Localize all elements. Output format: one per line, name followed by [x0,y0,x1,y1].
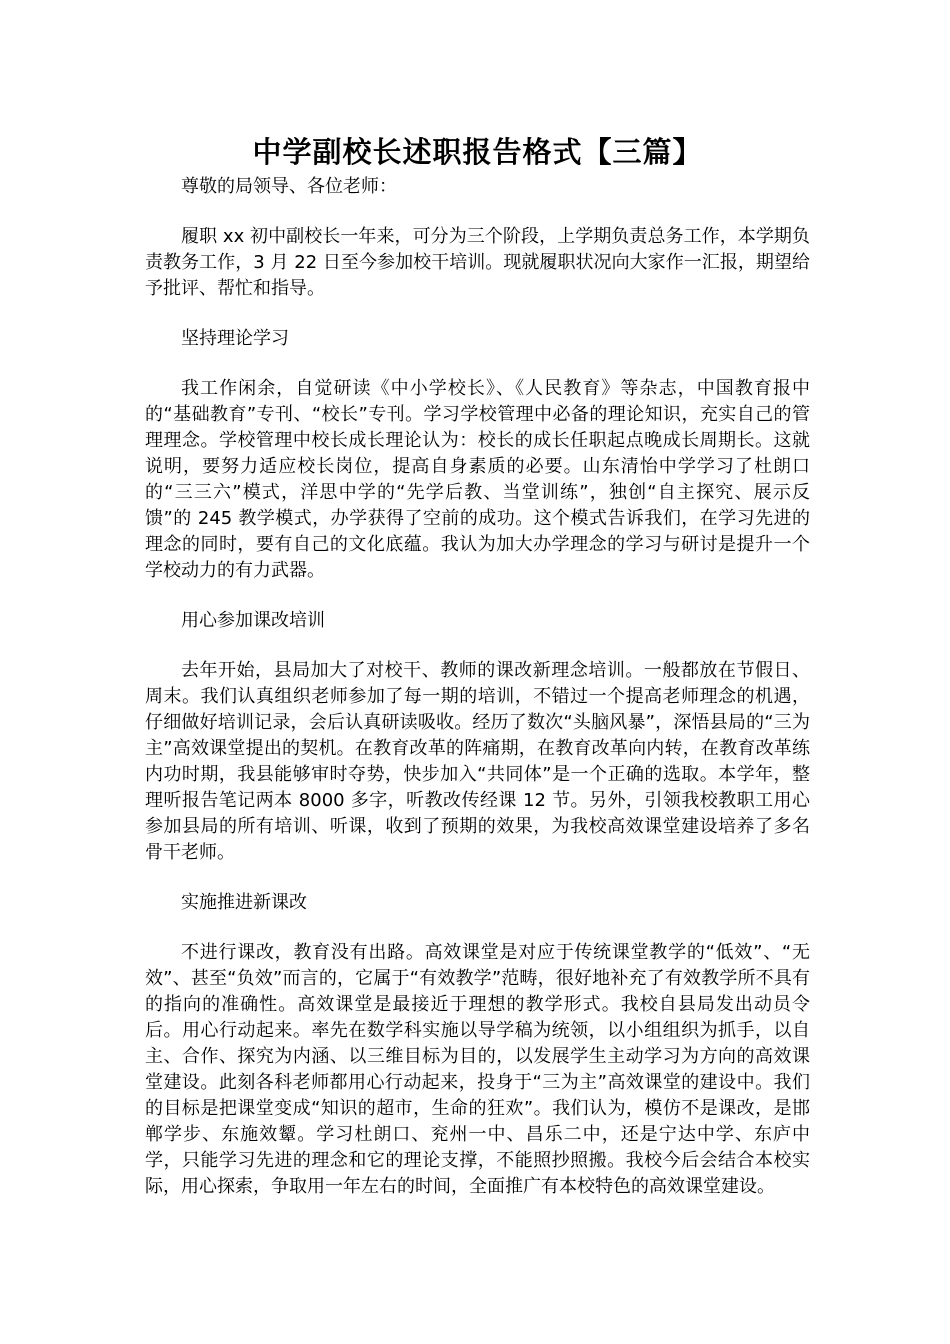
document-title: 中学副校长述职报告格式【三篇】 [252,135,703,169]
section-heading-training: 用心参加课改培训 [181,610,325,631]
paragraph-reform: 不进行课改，教育没有出路。高效课堂是对应于传统课堂教学的“低效”、“无效”、甚至“负效”而言的，它属于“有效教学”范畴，很好地补充了有效教学所不具有的指向的准确性。高效课堂是最接近于理想的教学形式。我校自县局发出动员令后。用心行动起来。率先在数学科实施以导学稿为统领，以小组组织为抓手，以自主、合作、探究为内涵、以三维目标为目的，以发展学生主动学习为方向的高效课堂建设。此刻各科老师都用心行动起来，投身于“三为主”高效课堂的建设中。我们的目标是把课堂变成“知识的超市，生命的狂欢”。我们认为，模仿不是课改，是邯郸学步、东施效颦。学习杜朗口、兖州一中、昌乐二中，还是宁达中学、东庐中学，只能学习先进的理念和它的理论支撑，不能照抄照搬。我校今后会结合本校实际，用心探索，争取用一年左右的时间，全面推广有本校特色的高效课堂建设。 [145,942,810,1197]
section-heading-theory: 坚持理论学习 [181,328,289,349]
paragraph-theory: 我工作闲余，自觉研读《中小学校长》、《人民教育》等杂志，中国教育报中的“基础教育”专刊、“校长”专刊。学习学校管理中必备的理论知识，充实自己的管理理念。学校管理中校长成长理论认为：校长的成长任职起点晚成长周期长。这就说明，要努力适应校长岗位，提高自身素质的必要。山东清怡中学学习了杜朗口的“三三六”模式，洋思中学的“先学后教、当堂训练”，独创“自主探究、展示反馈”的 245 教学模式，办学获得了空前的成功。这个模式告诉我们，在学习先进的理念的同时，要有自己的文化底蕴。我认为加大办学理念的学习与研讨是提升一个学校动力的有力武器。 [145,378,810,581]
paragraph-training: 去年开始，县局加大了对校干、教师的课改新理念培训。一般都放在节假日、周末。我们认真组织老师参加了每一期的培训，不错过一个提高老师理念的机遇，仔细做好培训记录，会后认真研读吸收。经历了数次“头脑风暴”，深悟县局的“三为主”高效课堂提出的契机。在教育改革的阵痛期，在教育改革向内转，在教育改革练内功时期，我县能够审时夺势，快步加入“共同体”是一个正确的选取。本学年，整理听报告笔记两本 8000 多字，听教改传经课 12 节。另外，引领我校教职工用心参加县局的所有培训、听课，收到了预期的效果，为我校高效课堂建设培养了多名骨干老师。 [145,660,810,863]
paragraph-intro: 履职 xx 初中副校长一年来，可分为三个阶段，上学期负责总务工作，本学期负责教务工作，3 月 22 日至今参加校干培训。现就履职状况向大家作一汇报，期望给予批评、帮忙和指导。 [145,226,810,299]
salutation: 尊敬的局领导、各位老师： [181,176,397,197]
document-page [145,130,810,1224]
section-heading-reform: 实施推进新课改 [181,892,307,913]
